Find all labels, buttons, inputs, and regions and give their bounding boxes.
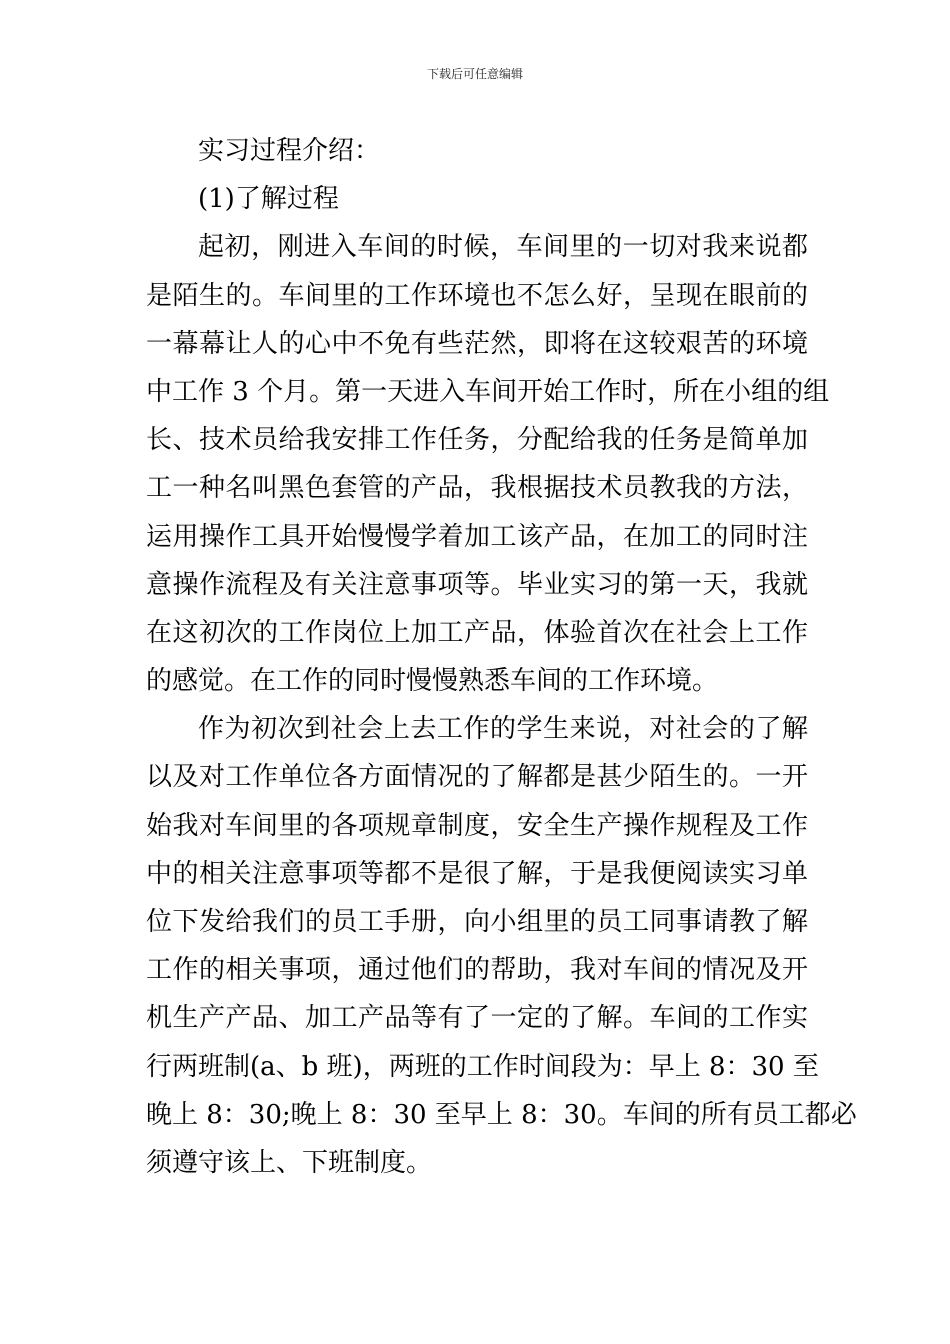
paragraph-line: 始我对车间里的各项规章制度，安全生产操作规程及工作 [146, 810, 808, 841]
paragraph-2 [146, 705, 857, 1187]
paragraph-line: 须遵守该上、下班制度。 [146, 1147, 433, 1178]
paragraph-line: 在这初次的工作岗位上加工产品，体验首次在社会上工作 [146, 617, 808, 648]
paragraph-line: 工一种名叫黑色套管的产品，我根据技术员教我的方法， [146, 473, 808, 504]
paragraph-line: 中的相关注意事项等都不是很了解，于是我便阅读实习单 [146, 858, 808, 889]
paragraph-line: 行两班制(a、b 班)，两班的工作时间段为：早上 8：30 至 [146, 1051, 819, 1082]
paragraph-line: 是陌生的。车间里的工作环境也不怎么好，呈现在眼前的 [146, 280, 808, 311]
paragraph-line: 中工作 3 个月。第一天进入车间开始工作时，所在小组的组 [146, 376, 830, 407]
section-heading: 实习过程介绍： [198, 136, 381, 166]
paragraph-line: 以及对工作单位各方面情况的了解都是甚少陌生的。一开 [146, 762, 808, 793]
paragraph-line: 长、技术员给我安排工作任务，分配给我的任务是简单加 [146, 425, 808, 456]
paragraph-line: 位下发给我们的员工手册，向小组里的员工同事请教了解 [146, 907, 808, 937]
paragraph-line: 一幕幕让人的心中不免有些茫然，即将在这较艰苦的环境 [146, 328, 808, 359]
page-header: 下载后可任意编辑 [426, 67, 523, 81]
paragraph-line: 起初，刚进入车间的时候，车间里的一切对我来说都 [198, 232, 808, 263]
paragraph-line: 机生产产品、加工产品等有了一定的了解。车间的工作实 [146, 1003, 808, 1034]
paragraph-1 [146, 223, 830, 705]
paragraph-line: 意操作流程及有关注意事项等。毕业实习的第一天，我就 [146, 569, 808, 600]
subsection-heading: (1)了解过程 [198, 184, 339, 215]
paragraph-line: 工作的相关事项，通过他们的帮助，我对车间的情况及开 [146, 955, 808, 986]
paragraph-line: 作为初次到社会上去工作的学生来说，对社会的了解 [198, 714, 808, 745]
paragraph-line: 的感觉。在工作的同时慢慢熟悉车间的工作环境。 [146, 666, 719, 697]
paragraph-line: 晚上 8：30;晚上 8：30 至早上 8：30。车间的所有员工都必 [146, 1099, 857, 1130]
document-body [146, 127, 857, 1187]
paragraph-line: 运用操作工具开始慢慢学着加工该产品，在加工的同时注 [146, 521, 808, 552]
